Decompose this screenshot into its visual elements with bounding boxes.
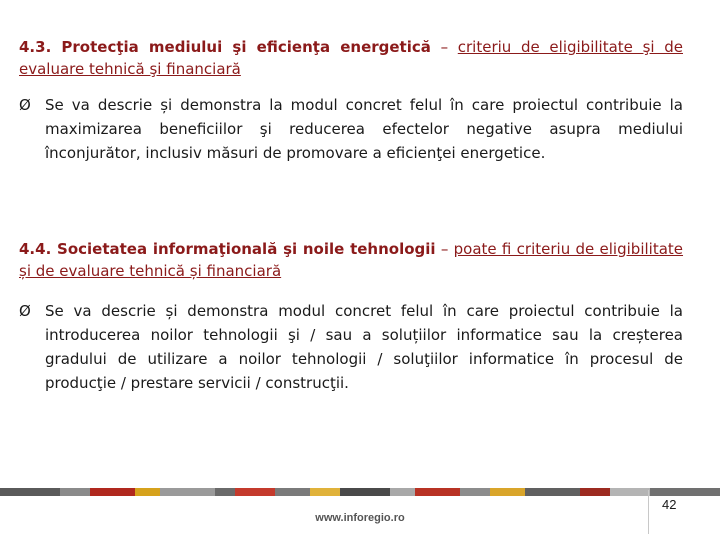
footer-bar-segment xyxy=(0,488,60,496)
footer-bar-segment xyxy=(390,488,415,496)
footer-bar-segment xyxy=(460,488,490,496)
footer-bar-segment xyxy=(215,488,235,496)
bullet-text: Se va descrie și demonstra modul concret felul în care proiectul contribuie la introducerea noilor tehnologii şi / sau a soluțiilor informatice sau la creșterea gradului de utilizare a noilor tehnologii / soluţiilor informatice în procesul de producţie / prestare servicii / construcţii. xyxy=(45,302,683,392)
section-4-4-bullet xyxy=(19,299,683,395)
arrow-bullet-icon: Ø xyxy=(19,302,31,320)
footer-bar-segment xyxy=(340,488,390,496)
section-4-4-heading xyxy=(19,238,683,282)
section-4-3-heading xyxy=(19,36,683,80)
criteria-text: criteriu de eligibilitate şi de evaluare tehnică şi financiară xyxy=(19,38,683,78)
bullet-text: Se va descrie și demonstra la modul concret felul în care proiectul contribuie la maximizarea beneficiilor şi reducerea efectelor negative asupra mediului înconjurător, inclusiv măsuri de promovare a eficienţei energetice. xyxy=(45,96,683,162)
page-number: 42 xyxy=(662,497,677,512)
footer-bar-segment xyxy=(310,488,340,496)
footer-bar-segment xyxy=(610,488,650,496)
footer-bar-segment xyxy=(60,488,90,496)
section-title: 4.4. Societatea informaţională şi noile tehnologii xyxy=(19,240,436,258)
footer-bar-segment xyxy=(490,488,525,496)
section-4-3-bullet xyxy=(19,93,683,165)
footer-bar-segment xyxy=(235,488,275,496)
heading-separator: – xyxy=(430,38,458,56)
arrow-bullet-icon: Ø xyxy=(19,96,31,114)
footer-color-bar xyxy=(0,488,720,496)
footer-bar-segment xyxy=(90,488,135,496)
footer-bar-segment xyxy=(650,488,720,496)
footer-bar-segment xyxy=(415,488,460,496)
footer-bar-segment xyxy=(525,488,580,496)
footer-bar-segment xyxy=(580,488,610,496)
footer-bar-segment xyxy=(135,488,160,496)
section-title: 4.3. Protecţia mediului şi eficienţa energetică xyxy=(19,38,431,56)
criteria-text: poate fi criteriu de eligibilitate și de evaluare tehnică și financiară xyxy=(19,240,684,280)
footer-bar-segment xyxy=(160,488,215,496)
footer-url: www.inforegio.ro xyxy=(315,512,405,524)
footer-bar-segment xyxy=(275,488,310,496)
heading-separator: – xyxy=(435,240,454,258)
